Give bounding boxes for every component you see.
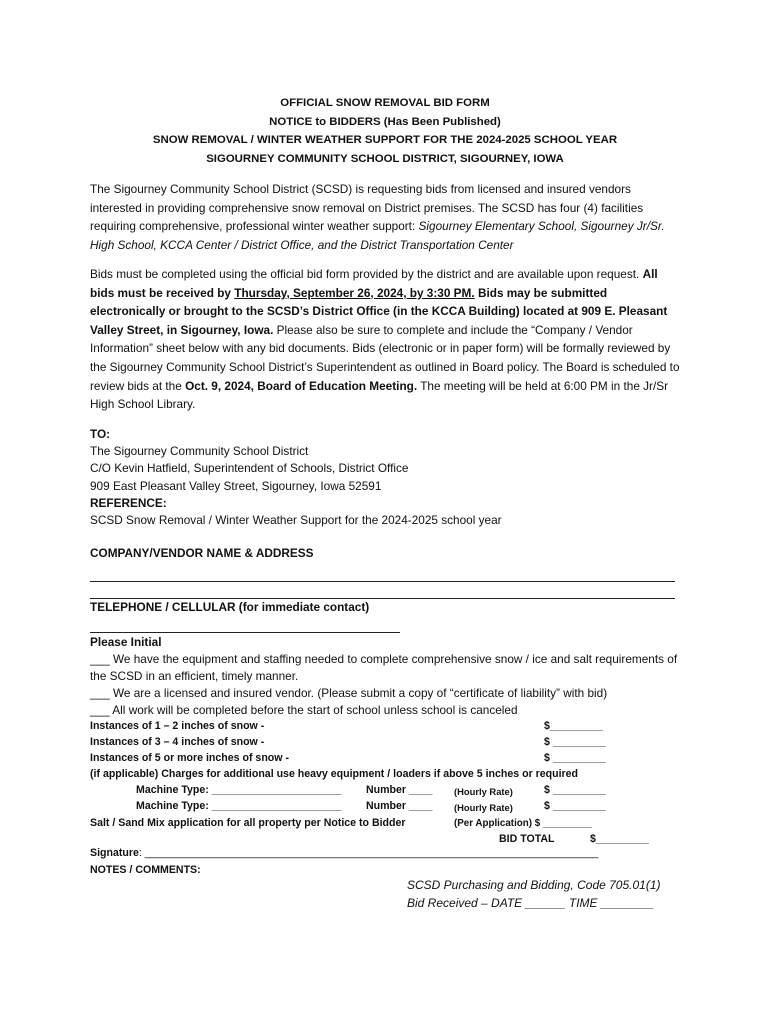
initial-item-equipment[interactable]: ___ We have the equipment and staffing needed to complete comprehensive snow / ice and salt requirements of the SCSD in an efficient, timely manner. xyxy=(90,652,678,683)
notice-line: NOTICE to BIDDERS (Has Been Published) xyxy=(269,115,501,128)
facilities-list: Sigourney Elementary School, Sigourney Jr/Sr. High School, KCCA Center / District Office, and the District Transportation Center xyxy=(90,219,665,252)
intro-text: The Sigourney Community School District (SCSD) is requesting bids from licensed and insured vendors interested in providing comprehensive snow removal on District premises. The SCSD has four (4) facilities requiring comprehensive, professional winter weather support: xyxy=(90,182,644,234)
initial-item-licensed[interactable]: ___ We are a licensed and insured vendor. (Please submit a copy of “certificate of liability” with bid) xyxy=(90,686,608,700)
price-field-1-2-inches[interactable]: $_________ xyxy=(544,720,603,732)
telephone-line[interactable] xyxy=(90,632,400,633)
to-line-1: The Sigourney Community School District xyxy=(90,444,309,459)
signature-row xyxy=(90,847,598,859)
hourly-rate-label-1: (Hourly Rate) xyxy=(454,786,513,797)
machine-number-field-1[interactable]: Number ____ xyxy=(366,784,433,796)
initial-title: Please Initial xyxy=(90,635,162,649)
machine-rate-field-1[interactable]: $ _________ xyxy=(544,784,606,796)
bid-total-label: BID TOTAL xyxy=(499,833,555,845)
initial-section xyxy=(90,634,690,719)
telephone-label: TELEPHONE / CELLULAR (for immediate contact) xyxy=(90,600,370,614)
intro-paragraph xyxy=(90,180,680,254)
company-address-line[interactable] xyxy=(90,598,675,599)
form-title: OFFICIAL SNOW REMOVAL BID FORM xyxy=(280,97,490,109)
hourly-rate-label-2: (Hourly Rate) xyxy=(454,802,513,813)
machine-number-field-2[interactable]: Number ____ xyxy=(366,800,433,812)
board-meeting-date: Oct. 9, 2024, Board of Education Meeting. xyxy=(185,378,418,393)
bids-text-3: The meeting will be held at 6:00 PM in the Jr/Sr High School Library. xyxy=(90,378,669,412)
to-label: TO: xyxy=(90,427,111,441)
bid-deadline: Thursday, September 26, 2024, by 3:30 PM. xyxy=(234,285,475,300)
company-name-line[interactable] xyxy=(90,581,675,582)
bids-text-2: Please also be sure to complete and include the “Company / Vendor Information” sheet below with any bid documents. Bids (electronic or in paper form) will be formally reviewed by the Sigourney Community School District’s Superintendent as outlined in Board policy. The Board is scheduled to review bids at the xyxy=(90,322,680,393)
district-line: SIGOURNEY COMMUNITY SCHOOL DISTRICT, SIGOURNEY, IOWA xyxy=(206,152,564,165)
bids-paragraph xyxy=(90,265,680,414)
bids-bold-1: All bids must be received by xyxy=(90,267,658,300)
price-row-3-4-inches: Instances of 3 – 4 inches of snow - xyxy=(90,736,265,748)
to-line-2: C/O Kevin Hatfield, Superintendent of Schools, District Office xyxy=(90,461,409,476)
company-title: COMPANY/VENDOR NAME & ADDRESS xyxy=(90,546,314,560)
subject-line: SNOW REMOVAL / WINTER WEATHER SUPPORT FOR THE 2024-2025 SCHOOL YEAR xyxy=(152,134,618,146)
company-section xyxy=(90,546,690,560)
per-application-field[interactable]: (Per Application) $ _________ xyxy=(454,818,592,829)
bid-total-field[interactable]: $_________ xyxy=(590,833,649,845)
to-block xyxy=(90,426,690,529)
price-row-1-2-inches: Instances of 1 – 2 inches of snow - xyxy=(90,720,265,732)
machine-rate-field-2[interactable]: $ _________ xyxy=(544,800,606,812)
price-field-5-plus-inches[interactable]: $ _________ xyxy=(544,752,606,764)
footer-received: Bid Received – DATE ______ TIME ________ xyxy=(407,896,655,910)
machine-type-field-1[interactable]: Machine Type: ______________________ xyxy=(136,784,342,796)
bids-text-1: Bids must be completed using the official bid form provided by the district and are available upon request. xyxy=(90,267,643,281)
reference-label: REFERENCE: xyxy=(90,495,167,510)
machine-type-field-2[interactable]: Machine Type: ______________________ xyxy=(136,800,342,812)
form-header xyxy=(90,94,680,168)
to-line-3: 909 East Pleasant Valley Street, Sigourney, Iowa 52591 xyxy=(90,478,382,493)
price-field-3-4-inches[interactable]: $ _________ xyxy=(544,736,606,748)
price-row-5-plus-inches: Instances of 5 or more inches of snow - xyxy=(90,752,289,764)
signature-label: Signature xyxy=(90,847,139,859)
notes-label: NOTES / COMMENTS: xyxy=(90,864,201,876)
footer-code: SCSD Purchasing and Bidding, Code 705.01(1) xyxy=(407,878,661,892)
salt-sand-label: Salt / Sand Mix application for all property per Notice to Bidder xyxy=(90,817,406,829)
bids-bold-2: Bids may be submitted electronically or brought to the SCSD’s District Office (in the KCCA Building) located at 909 E. Pleasant Valley Street, in Sigourney, Iowa. xyxy=(90,285,668,337)
initial-item-schedule[interactable]: ___ All work will be completed before the start of school unless school is canceled xyxy=(90,703,518,717)
signature-line[interactable]: : _____________________________________________________________________________ xyxy=(138,847,599,859)
reference-text: SCSD Snow Removal / Winter Weather Support for the 2024-2025 school year xyxy=(90,513,502,528)
heavy-equipment-label: (if applicable) Charges for additional use heavy equipment / loaders if above 5 inches or required xyxy=(90,768,579,780)
